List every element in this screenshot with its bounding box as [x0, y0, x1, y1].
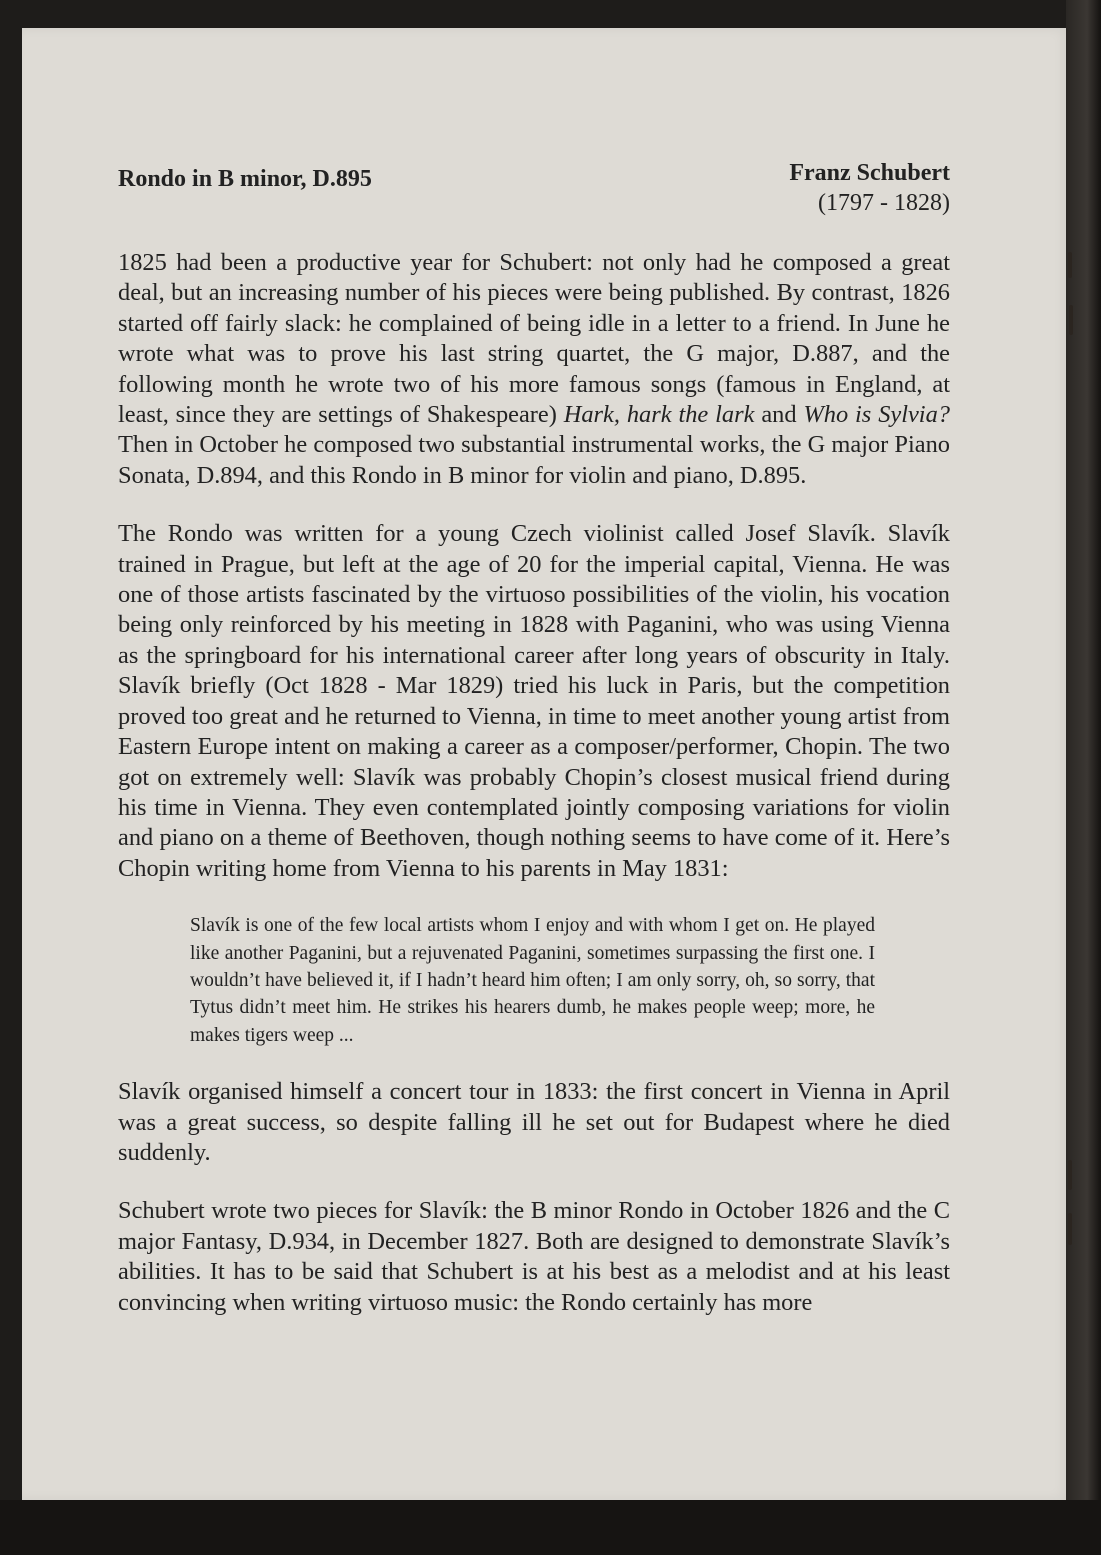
paragraph-2: The Rondo was written for a young Czech violinist called Josef Slavík. Slavík trained in Prague, but left at the age of 20 for the imperial capital, Vienna. He was one of those artists fascinated by the virtuoso possibilities of the violin, his vocation being only reinforced by his meeting in 1828 with Paganini, who was using Vienna as the springboard for his international career after long years of obscurity in Italy. Slavík briefly (Oct 1828 - Mar 1829) tried his luck in Paris, but the competition proved too great and he returned to Vienna, in time to meet another young artist from Eastern Europe intent on making a career as a composer/performer, Chopin. The two got on extremely well: Slavík was probably Chopin’s closest musical friend during his time in Vienna. They even contemplated jointly composing variations for violin and piano on a theme of Beethoven, though nothing seems to have come of it. Here’s Chopin writing home from Vienna to his parents in May 1831:: [118, 520, 950, 882]
chopin-quote: Slavík is one of the few local artists whom I enjoy and with whom I get on. He played like another Paganini, but a rejuvenated Paganini, sometimes surpassing the first one. I wouldn’t have believed it, if I hadn’t heard him often; I am only sorry, oh, so sorry, that Tytus didn’t meet him. He strikes his hearers dumb, he makes people weep; more, he makes tigers weep ...: [190, 915, 875, 1046]
edge-mark: [1068, 1213, 1072, 1245]
book-spine: [1066, 0, 1101, 1555]
paragraph-1: [118, 248, 950, 491]
paragraph-3: Slavík organised himself a concert tour in 1833: the first concert in Vienna in April was a great success, so despite falling ill he set out for Budapest where he died suddenly.: [118, 1078, 950, 1166]
edge-mark: [1068, 1160, 1072, 1190]
page-bottom-edge: [0, 1500, 1101, 1555]
composer-block: [789, 158, 950, 218]
composer-name: Franz Schubert: [789, 160, 950, 186]
edge-mark: [1068, 252, 1072, 278]
paragraph-4: Schubert wrote two pieces for Slavík: the B minor Rondo in October 1826 and the C major Fantasy, D.934, in December 1827. Both are designed to demonstrate Slavík’s abilities. It has to be said that Schubert is at his best as a melodist and at his least convincing when writing virtuoso music: the Rondo certainly has more: [118, 1197, 950, 1316]
edge-mark: [1069, 305, 1073, 335]
header: [118, 158, 950, 248]
paragraph-1-and: and: [754, 401, 804, 429]
paragraph-1-text-a: 1825 had been a productive year for Schubert: not only had he composed a great deal, but an increasing number of his pieces were being published. By contrast, 1826 started off fairly slack: he complained of being idle in a letter to a friend. In June he wrote what was to prove his last string quartet, the G major, D.887, and the following month he wrote two of his more famous songs (famous in England, at least, since they are settings of Shakespeare): [118, 249, 950, 429]
piece-title: Rondo in B minor, D.895: [118, 166, 372, 192]
page: [22, 28, 1070, 1500]
composer-dates: (1797 - 1828): [818, 190, 950, 216]
paragraph-1-text-b: Then in October he composed two substantial instrumental works, the G major Piano Sonata, D.894, and this Rondo in B minor for violin and piano, D.895.: [118, 431, 950, 489]
song-title-hark: Hark, hark the lark: [563, 401, 755, 429]
song-title-sylvia: Who is Sylvia?: [803, 401, 950, 429]
content: [118, 158, 950, 1346]
